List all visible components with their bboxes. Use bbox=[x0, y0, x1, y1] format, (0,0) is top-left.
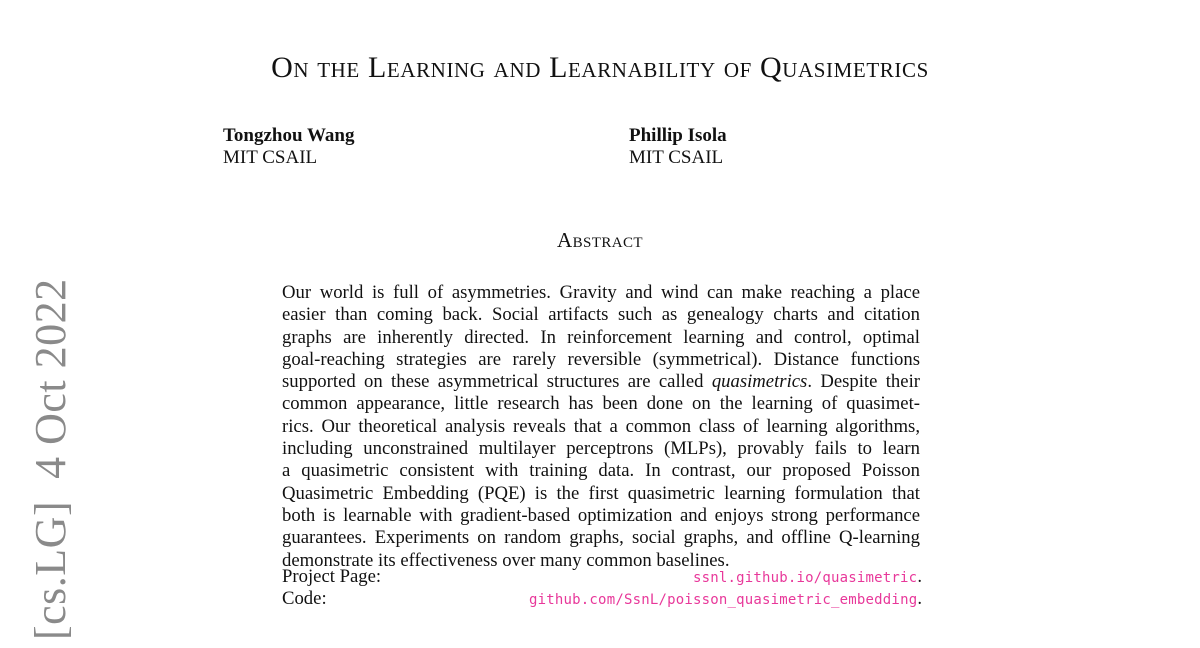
author-affiliation: MIT CSAIL bbox=[223, 147, 318, 168]
abstract-line: Quasimetric Embedding (PQE) is the first quasimetric learning formulation that bbox=[282, 482, 920, 504]
abstract-emphasis: quasimetrics bbox=[711, 371, 808, 393]
paper-title: On the Learning and Learnability of Quasimetrics bbox=[271, 51, 929, 84]
project-page-row bbox=[282, 566, 922, 588]
abstract-line: both is learnable with gradient-based optimization and enjoys strong performance bbox=[282, 504, 920, 526]
abstract-line: including unconstrained multilayer perceptrons (MLPs), provably fails to learn bbox=[282, 438, 920, 460]
abstract-body bbox=[282, 282, 920, 572]
abstract-line bbox=[282, 371, 920, 393]
link-period: . bbox=[917, 566, 922, 587]
abstract-line: guarantees. Experiments on random graphs, social graphs, and offline Q-learning bbox=[282, 527, 920, 549]
arxiv-category: [cs.LG] bbox=[26, 500, 75, 640]
abstract-text: supported on these asymmetrical structures are called bbox=[282, 371, 712, 393]
abstract-line: Our world is full of asymmetries. Gravity and wind can make reaching a place bbox=[282, 282, 920, 303]
abstract-line: goal-reaching strategies are rarely reversible (symmetrical). Distance functions bbox=[282, 348, 920, 370]
author-name: Phillip Isola bbox=[629, 125, 727, 146]
abstract-line: a quasimetric consistent with training data. In contrast, our proposed Poisson bbox=[282, 460, 920, 482]
author-block bbox=[223, 125, 355, 169]
code-row bbox=[282, 588, 922, 610]
abstract-line: common appearance, little research has been done on the learning of quasimet- bbox=[282, 393, 920, 415]
arxiv-date: 4 Oct 2022 bbox=[26, 278, 75, 479]
abstract-heading: Abstract bbox=[557, 228, 643, 252]
author-name: Tongzhou Wang bbox=[223, 125, 355, 146]
abstract-line: graphs are inherently directed. In reinforcement learning and control, optimal bbox=[282, 326, 920, 348]
arxiv-side-stamp bbox=[26, 278, 76, 640]
abstract-line: demonstrate its effectiveness over many common baselines. bbox=[282, 549, 730, 571]
author-affiliation: MIT CSAIL bbox=[629, 147, 724, 168]
link-period: . bbox=[917, 588, 922, 609]
project-page-link[interactable]: ssnl.github.io/quasimetric bbox=[692, 570, 918, 586]
code-label: Code: bbox=[282, 588, 327, 609]
abstract-text: . Despite their bbox=[807, 371, 920, 393]
author-block bbox=[629, 125, 727, 169]
code-link[interactable]: github.com/SsnL/poisson_quasimetric_embedding bbox=[529, 592, 918, 608]
abstract-line: easier than coming back. Social artifacts such as genealogy charts and citation bbox=[282, 304, 920, 326]
project-page-label: Project Page: bbox=[282, 566, 382, 587]
abstract-line: rics. Our theoretical analysis reveals that a common class of learning algorithms, bbox=[282, 415, 920, 437]
